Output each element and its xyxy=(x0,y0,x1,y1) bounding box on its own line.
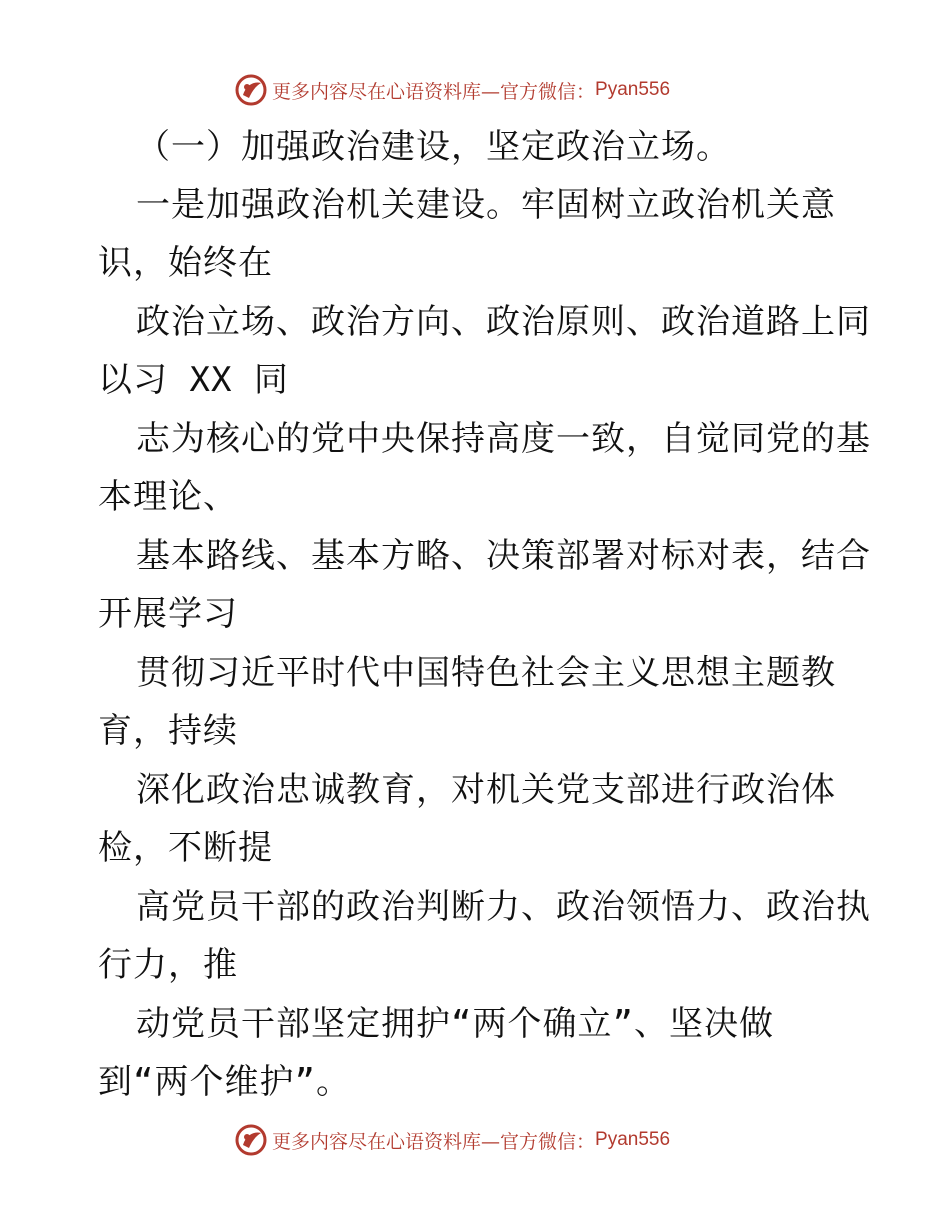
text-line: 志为核心的党中央保持高度一致，自觉同党的基 xyxy=(136,419,871,459)
text-line: 高党员干部的政治判断力、政治领悟力、政治执 xyxy=(136,887,871,927)
text-line: 动党员干部坚定拥护“两个确立”、坚决做 xyxy=(136,1004,774,1044)
text-line: 开展学习 xyxy=(98,594,238,634)
text-line: 本理论、 xyxy=(98,477,238,517)
text-line: 基本路线、基本方略、决策部署对标对表，结合 xyxy=(136,536,871,576)
text-line: 到“两个维护”。 xyxy=(98,1062,351,1102)
watermark-wechat-id: Pyan556 xyxy=(595,1129,671,1150)
text-line: 以习 XX 同 xyxy=(98,360,289,400)
logo-icon xyxy=(234,1123,268,1157)
section-heading: （一）加强政治建设，坚定政治立场。 xyxy=(136,127,731,167)
watermark-wechat-id: Pyan556 xyxy=(595,79,671,100)
logo-icon xyxy=(234,73,268,107)
text-line: 一是加强政治机关建设。牢固树立政治机关意 xyxy=(136,185,836,225)
text-line: 贯彻习近平时代中国特色社会主义思想主题教 xyxy=(136,653,836,693)
text-line: 检，不断提 xyxy=(98,828,273,868)
text-line: 深化政治忠诚教育，对机关党支部进行政治体 xyxy=(136,770,836,810)
text-line: 育，持续 xyxy=(98,711,238,751)
watermark-text: 更多内容尽在心语资料库—官方微信： xyxy=(272,1130,596,1153)
watermark-text: 更多内容尽在心语资料库—官方微信： xyxy=(272,80,596,103)
text-line: 行力，推 xyxy=(98,945,238,985)
text-line: 识，始终在 xyxy=(98,243,273,283)
footer-watermark xyxy=(234,1122,670,1158)
header-watermark xyxy=(234,72,670,108)
text-line: 政治立场、政治方向、政治原则、政治道路上同 xyxy=(136,302,871,342)
